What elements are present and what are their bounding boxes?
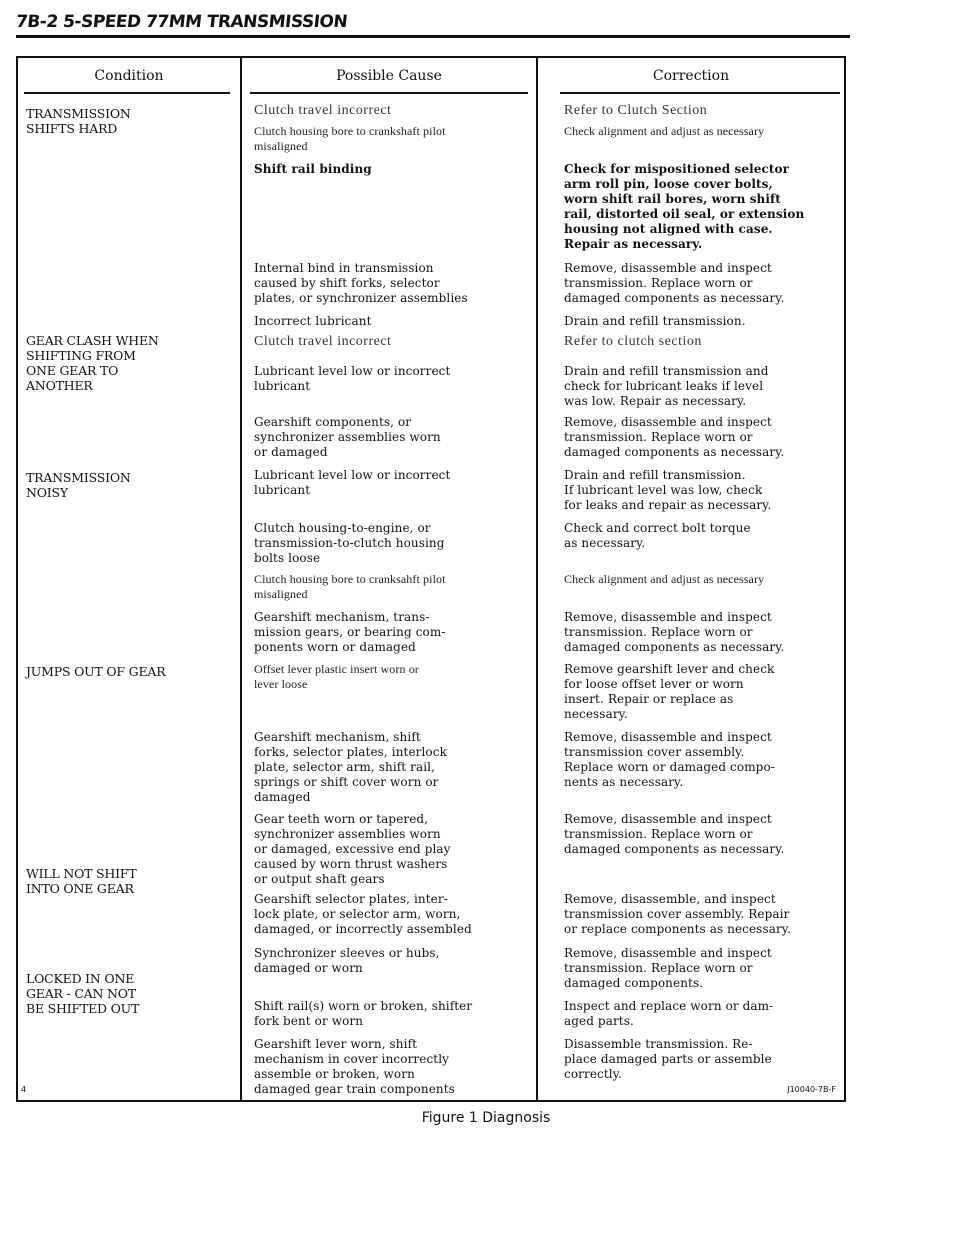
header-underline xyxy=(250,92,528,94)
cause-cell: Shift rail(s) worn or broken, shifter fork bent or worn xyxy=(254,999,473,1028)
header-correction: Correction xyxy=(652,68,730,84)
correction-cell: Remove, disassemble and inspect transmission. Replace worn or damaged components as necessary. xyxy=(564,415,785,459)
correction-cell: Disassemble transmission. Re- place damaged parts or assemble correctly. xyxy=(564,1037,772,1081)
condition-cell: WILL NOT SHIFT INTO ONE GEAR xyxy=(26,866,137,896)
condition-cell: GEAR CLASH WHEN SHIFTING FROM ONE GEAR TO ANOTHER xyxy=(26,333,159,393)
cause-cell: Gear teeth worn or tapered, synchronizer assemblies worn or damaged, excessive end play caused by worn thrust washers or output shaft gears xyxy=(254,812,451,886)
cause-cell: Gearshift selector plates, inter- lock plate, or selector arm, worn, damaged, or incorrectly assembled xyxy=(254,892,472,936)
cause-cell: Clutch housing-to-engine, or transmission-to-clutch housing bolts loose xyxy=(254,521,445,565)
correction-cell: Drain and refill transmission. If lubricant level was low, check for leaks and repair as necessary. xyxy=(564,468,772,512)
column-divider xyxy=(536,58,538,1100)
cause-cell: Gearshift lever worn, shift mechanism in cover incorrectly assemble or broken, worn damaged gear train components xyxy=(254,1037,455,1096)
cause-cell: Shift rail binding xyxy=(254,162,372,176)
cause-cell: Internal bind in transmission caused by shift forks, selector plates, or synchronizer assemblies xyxy=(254,261,468,305)
correction-cell: Remove, disassemble and inspect transmission cover assembly. Replace worn or damaged compo- nents as necessary. xyxy=(564,730,775,789)
correction-cell: Check alignment and adjust as necessary xyxy=(564,572,765,586)
cause-cell: Synchronizer sleeves or hubs, damaged or worn xyxy=(254,946,440,975)
correction-cell: Remove, disassemble, and inspect transmission cover assembly. Repair or replace components as necessary. xyxy=(564,892,791,936)
condition-cell: JUMPS OUT OF GEAR xyxy=(26,664,166,679)
correction-cell: Refer to clutch section xyxy=(564,334,702,349)
correction-cell: Inspect and replace worn or dam- aged parts. xyxy=(564,999,774,1028)
correction-cell: Check for mispositioned selector arm roll pin, loose cover bolts, worn shift rail bores, worn shift rail, distorted oil seal, or extension housing not aligned with case. Repair as necessary. xyxy=(564,162,805,251)
cause-cell: Gearshift components, or synchronizer assemblies worn or damaged xyxy=(254,415,441,459)
cause-cell: Clutch travel incorrect xyxy=(254,103,392,118)
correction-cell: Remove, disassemble and inspect transmission. Replace worn or damaged components as necessary. xyxy=(564,261,785,305)
column-divider xyxy=(240,58,242,1100)
condition-cell: TRANSMISSION NOISY xyxy=(26,470,131,500)
correction-cell: Remove, disassemble and inspect transmission. Replace worn or damaged components as necessary. xyxy=(564,812,785,856)
header-possible-cause: Possible Cause xyxy=(336,68,442,84)
cause-cell: Gearshift mechanism, shift forks, selector plates, interlock plate, selector arm, shift rail, springs or shift cover worn or damaged xyxy=(254,730,447,804)
header-condition: Condition xyxy=(94,68,164,84)
correction-cell: Remove gearshift lever and check for loose offset lever or worn insert. Repair or replace as necessary. xyxy=(564,662,775,721)
figure-reference-code: J10040-7B-F xyxy=(787,1085,836,1094)
page-mark: 4 xyxy=(21,1085,27,1094)
condition-cell: TRANSMISSION SHIFTS HARD xyxy=(26,106,131,136)
cause-cell: Incorrect lubricant xyxy=(254,314,372,328)
diagnosis-table xyxy=(16,56,846,1102)
correction-cell: Check alignment and adjust as necessary xyxy=(564,124,765,138)
cause-cell: Clutch housing bore to crankshaft pilot misaligned xyxy=(254,124,446,153)
correction-cell: Check and correct bolt torque as necessary. xyxy=(564,521,751,550)
figure-caption: Figure 1 Diagnosis xyxy=(421,1110,551,1126)
correction-cell: Remove, disassemble and inspect transmission. Replace worn or damaged components. xyxy=(564,946,772,990)
cause-cell: Clutch travel incorrect xyxy=(254,334,392,349)
page-header-title: 7B-2 5-SPEED 77MM TRANSMISSION xyxy=(14,12,349,32)
correction-cell: Drain and refill transmission. xyxy=(564,314,746,328)
header-underline xyxy=(24,92,230,94)
cause-cell: Offset lever plastic insert worn or lever loose xyxy=(254,662,419,691)
condition-cell: LOCKED IN ONE GEAR - CAN NOT BE SHIFTED OUT xyxy=(26,971,140,1016)
correction-cell: Drain and refill transmission and check for lubricant leaks if level was low. Repair as necessary. xyxy=(564,364,769,408)
correction-cell: Remove, disassemble and inspect transmission. Replace worn or damaged components as necessary. xyxy=(564,610,785,654)
cause-cell: Clutch housing bore to cranksahft pilot misaligned xyxy=(254,572,446,601)
cause-cell: Lubricant level low or incorrect lubricant xyxy=(254,364,451,393)
cause-cell: Lubricant level low or incorrect lubricant xyxy=(254,468,451,497)
header-rule xyxy=(16,35,850,38)
cause-cell: Gearshift mechanism, trans- mission gears, or bearing com- ponents worn or damaged xyxy=(254,610,446,654)
header-underline xyxy=(560,92,840,94)
correction-cell: Refer to Clutch Section xyxy=(564,103,708,118)
